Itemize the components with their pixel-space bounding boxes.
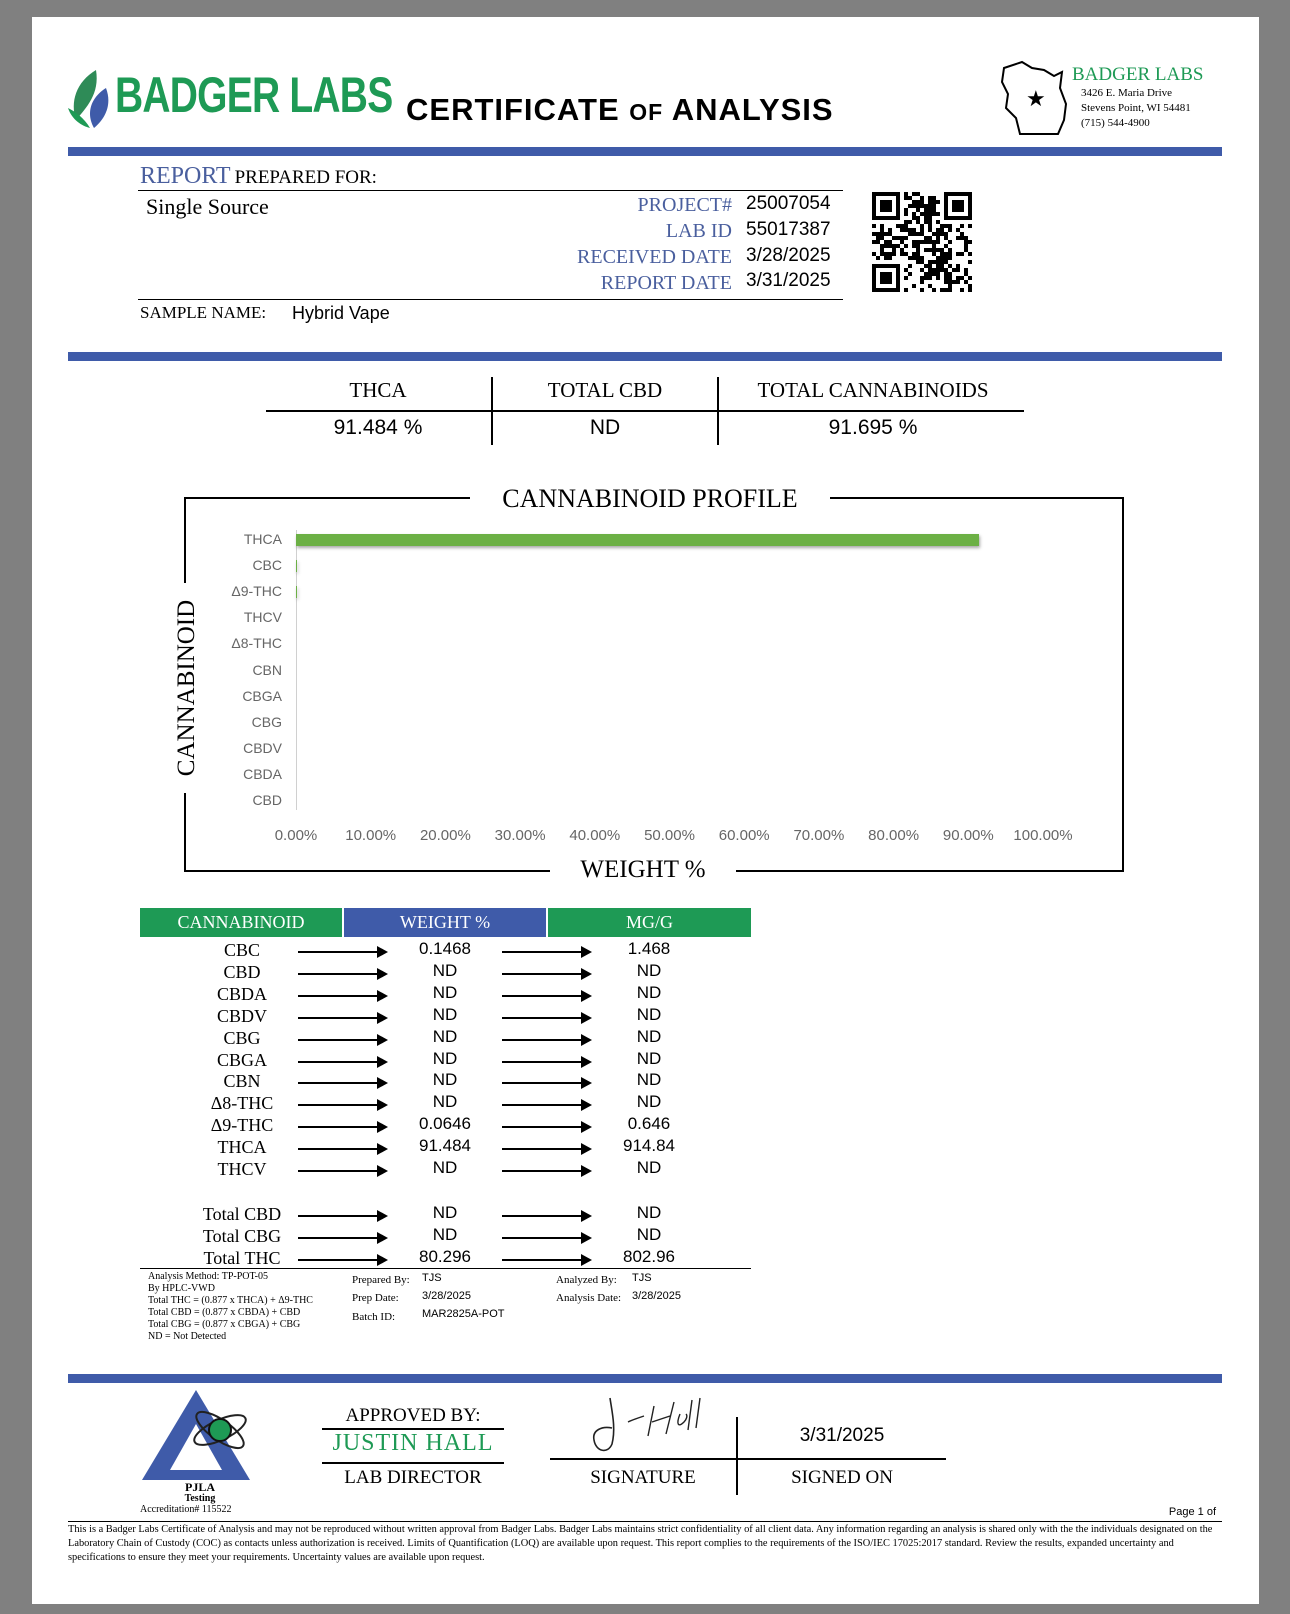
x-tick-label: 100.00% <box>1013 827 1073 844</box>
x-tick-label: 90.00% <box>942 827 994 844</box>
y-tick-label: CBGA <box>242 687 282 704</box>
wisconsin-map-icon <box>998 58 1072 138</box>
lab-phone: (715) 544-4900 <box>1081 117 1150 129</box>
analyzed-by: TJS <box>632 1272 652 1284</box>
row-weight-value: ND <box>432 1070 458 1090</box>
project-label: PROJECT# <box>637 194 732 216</box>
signature-rule <box>550 1458 946 1460</box>
signature-divider <box>736 1417 738 1495</box>
prep-date: 3/28/2025 <box>422 1290 471 1302</box>
row-mg-value: ND <box>636 1203 662 1222</box>
row-weight-value: 91.484 <box>419 1136 471 1156</box>
row-weight-value: 0.0646 <box>419 1114 471 1134</box>
approved-by-rule-bottom <box>322 1462 504 1464</box>
report-prepared-for <box>140 163 377 190</box>
row-arrow-icon <box>502 1104 590 1106</box>
note-line: Total CBD = (0.877 x CBDA) + CBD <box>148 1307 301 1318</box>
row-arrow-icon <box>502 973 590 975</box>
prepared-by: TJS <box>422 1272 442 1284</box>
row-arrow-icon <box>298 1017 386 1019</box>
row-arrow-icon <box>502 1148 590 1150</box>
row-cannabinoid-name: Total CBG <box>202 1225 282 1246</box>
x-tick-label: 40.00% <box>569 827 621 844</box>
row-cannabinoid-name: Δ8-THC <box>210 1093 274 1114</box>
row-weight-value: 80.296 <box>419 1246 471 1266</box>
x-tick-label: 70.00% <box>793 827 845 844</box>
lab-name: BADGER LABS <box>1072 64 1204 85</box>
chart-y-axis-title: CANNABINOID <box>173 599 200 777</box>
client-name: Single Source <box>146 194 269 219</box>
row-arrow-icon <box>298 1215 386 1217</box>
y-tick-label: Δ8-THC <box>231 635 282 652</box>
y-tick-label: CBG <box>251 713 282 730</box>
footer-rule <box>68 1374 1222 1383</box>
batch-id: MAR2825A-POT <box>422 1308 505 1320</box>
row-weight-value: ND <box>432 1048 458 1068</box>
report-rule <box>68 352 1222 361</box>
signed-on-label: SIGNED ON <box>791 1467 893 1488</box>
project-number: 25007054 <box>746 193 831 214</box>
address-line-2: Stevens Point, WI 54481 <box>1081 102 1191 114</box>
y-tick-label: CBDA <box>243 765 282 782</box>
row-arrow-icon <box>298 1237 386 1239</box>
received-date: 3/28/2025 <box>746 245 831 266</box>
chart-x-axis-title: WEIGHT % <box>550 855 736 885</box>
note-line: Total THC = (0.877 x THCA) + Δ9-THC <box>148 1295 313 1306</box>
row-arrow-icon <box>298 1148 386 1150</box>
row-arrow-icon <box>502 1061 590 1063</box>
meta-rule <box>138 299 843 300</box>
sample-name: Hybrid Vape <box>292 303 390 323</box>
x-tick-label: 60.00% <box>718 827 770 844</box>
director-name: JUSTIN HALL <box>332 1430 494 1456</box>
address-line-1: 3426 E. Maria Drive <box>1081 87 1173 99</box>
badger-leaf-logo-icon <box>66 68 110 130</box>
row-arrow-icon <box>298 1126 386 1128</box>
row-arrow-icon <box>502 1039 590 1041</box>
approved-by-label: APPROVED BY: <box>345 1405 481 1426</box>
prepared-by-label: Prepared By: <box>352 1274 410 1286</box>
lab-id: 55017387 <box>746 219 831 240</box>
title-analysis: ANALYSIS <box>671 92 834 127</box>
lab-id-label: LAB ID <box>665 220 732 242</box>
note-line: By HPLC-VWD <box>148 1283 215 1294</box>
row-mg-value: ND <box>636 1070 662 1090</box>
row-arrow-icon <box>298 1082 386 1084</box>
title-certificate: CERTIFICATE <box>406 92 620 127</box>
row-cannabinoid-name: CBDV <box>216 1005 267 1026</box>
row-mg-value: ND <box>636 1004 662 1024</box>
summary-rule <box>266 410 1024 412</box>
handwritten-signature <box>588 1392 718 1458</box>
accreditation-number: Accreditation# 115522 <box>140 1504 232 1515</box>
summary-total-cbd-value: ND <box>589 416 621 439</box>
received-date-label: RECEIVED DATE <box>577 246 732 268</box>
signature-label: SIGNATURE <box>590 1467 696 1488</box>
prepared-for-rule <box>138 190 843 191</box>
summary-thca-label: THCA <box>349 378 407 402</box>
x-tick-label: 0.00% <box>274 827 318 844</box>
y-tick-label: THCA <box>243 531 282 547</box>
row-mg-value: 0.646 <box>627 1114 671 1134</box>
prepared-for-label: PREPARED FOR: <box>234 167 377 188</box>
signed-date: 3/31/2025 <box>799 1425 885 1446</box>
row-weight-value: ND <box>432 1092 458 1112</box>
title-of: OF <box>629 99 664 125</box>
x-tick-label: 20.00% <box>419 827 471 844</box>
row-arrow-icon <box>298 951 386 953</box>
row-arrow-icon <box>502 1259 590 1261</box>
analysis-notes <box>148 1271 313 1343</box>
y-tick-label: CBC <box>252 557 282 574</box>
analysis-date-label: Analysis Date: <box>556 1292 622 1304</box>
summary-total-cbd-label: TOTAL CBD <box>547 378 663 402</box>
document-title <box>406 92 834 128</box>
note-line: Analysis Method: TP-POT-05 <box>148 1271 269 1282</box>
col-header-mg-g: MG/G <box>548 908 751 937</box>
row-arrow-icon <box>502 1215 590 1217</box>
x-tick-label: 50.00% <box>644 827 695 844</box>
row-cannabinoid-name: Total THC <box>203 1247 281 1268</box>
row-weight-value: ND <box>432 1203 458 1222</box>
row-cannabinoid-name: THCV <box>217 1159 267 1179</box>
chart-bar <box>296 586 297 598</box>
row-arrow-icon <box>298 1170 386 1172</box>
row-cannabinoid-name: CBN <box>223 1071 261 1092</box>
row-mg-value: 1.468 <box>627 939 671 958</box>
row-mg-value: ND <box>636 1158 662 1177</box>
y-tick-label: CBDV <box>243 739 282 756</box>
row-arrow-icon <box>502 1170 590 1172</box>
pjla-accreditation-logo-icon <box>142 1388 258 1480</box>
row-mg-value: ND <box>636 982 662 1002</box>
chart-bar <box>296 534 979 546</box>
pjla-testing-label: Testing <box>184 1493 216 1504</box>
summary-total-cannabinoids-label: TOTAL CANNABINOIDS <box>757 378 989 402</box>
report-date-label: REPORT DATE <box>600 272 732 294</box>
x-tick-label: 10.00% <box>345 827 397 844</box>
row-arrow-icon <box>502 1017 590 1019</box>
row-cannabinoid-name: Δ9-THC <box>210 1115 274 1136</box>
row-weight-value: ND <box>432 1158 458 1177</box>
brand-wordmark: BADGER LABS <box>115 67 393 123</box>
row-weight-value: 0.1468 <box>419 939 471 958</box>
note-line: Total CBG = (0.877 x CBGA) + CBG <box>148 1319 301 1330</box>
row-cannabinoid-name: Total CBD <box>202 1204 282 1224</box>
col-header-cannabinoid: CANNABINOID <box>140 908 342 937</box>
lab-address <box>1081 86 1191 131</box>
disclaimer-text: This is a Badger Labs Certificate of Analysis and may not be reproduced without written approval from Badger Labs. Badger Labs maintains strict confidentiality of all client data. Any information regarding an analysis is shared only with the the individuals designated on the Laboratory Chain of Custody (COC) as contacts unless authorization is received. Limits of Quantification (LOQ) are available upon request. This report complies to the requirements of the ISO/IEC 17025:2017 standard. Review the results, expanded uncertainty and specifications to ensure they meet your requirements. Uncertainty values are available upon request. <box>68 1524 1213 1563</box>
row-mg-value: ND <box>636 1092 662 1112</box>
row-mg-value: 802.96 <box>623 1246 675 1266</box>
batch-id-label: Batch ID: <box>352 1311 396 1323</box>
row-cannabinoid-name: CBDA <box>216 983 267 1004</box>
row-arrow-icon <box>298 1039 386 1041</box>
row-arrow-icon <box>502 1126 590 1128</box>
qr-code-icon <box>872 192 978 298</box>
row-arrow-icon <box>298 1104 386 1106</box>
row-weight-value: ND <box>432 1004 458 1024</box>
svg-text:★: ★ <box>1026 87 1046 112</box>
row-arrow-icon <box>502 995 590 997</box>
analyzed-by-label: Analyzed By: <box>556 1274 617 1286</box>
row-cannabinoid-name: THCA <box>217 1137 267 1158</box>
row-arrow-icon <box>298 1259 386 1261</box>
row-mg-value: ND <box>636 1048 662 1068</box>
row-mg-value: ND <box>636 960 662 980</box>
summary-total-cannabinoids-value: 91.695 % <box>828 416 918 439</box>
row-mg-value: ND <box>636 1224 662 1244</box>
header-rule <box>68 147 1222 156</box>
page-number: Page 1 of <box>1168 1506 1216 1518</box>
row-arrow-icon <box>502 951 590 953</box>
x-tick-label: 80.00% <box>868 827 920 844</box>
row-mg-value: 914.84 <box>623 1136 675 1156</box>
row-weight-value: ND <box>432 1224 458 1244</box>
pjla-label: PJLA <box>185 1480 215 1494</box>
row-weight-value: ND <box>432 1026 458 1046</box>
row-arrow-icon <box>298 1061 386 1063</box>
row-cannabinoid-name: CBG <box>223 1027 261 1048</box>
row-weight-value: ND <box>432 982 458 1002</box>
row-arrow-icon <box>502 1237 590 1239</box>
analysis-date: 3/28/2025 <box>632 1290 681 1302</box>
y-tick-label: CBD <box>252 792 282 808</box>
note-line: ND = Not Detected <box>148 1331 227 1342</box>
table-bottom-rule <box>140 1268 751 1269</box>
row-arrow-icon <box>502 1082 590 1084</box>
row-cannabinoid-name: CBD <box>223 961 261 982</box>
y-tick-label: Δ9-THC <box>231 583 282 600</box>
col-header-weight: WEIGHT % <box>344 908 546 937</box>
report-word: REPORT <box>140 163 231 189</box>
row-cannabinoid-name: CBC <box>223 940 261 960</box>
chart-title: CANNABINOID PROFILE <box>470 484 830 514</box>
row-arrow-icon <box>298 995 386 997</box>
x-tick-label: 30.00% <box>494 827 546 844</box>
sample-name-label: SAMPLE NAME: <box>140 303 267 322</box>
disclaimer-rule <box>68 1521 1222 1522</box>
report-date: 3/31/2025 <box>746 270 831 291</box>
row-cannabinoid-name: CBGA <box>216 1049 267 1070</box>
row-mg-value: ND <box>636 1026 662 1046</box>
chart-frame <box>184 497 1124 872</box>
row-weight-value: ND <box>432 960 458 980</box>
chart-bar <box>296 560 297 572</box>
summary-thca-value: 91.484 % <box>333 416 423 439</box>
row-arrow-icon <box>298 973 386 975</box>
y-tick-label: CBN <box>252 661 282 678</box>
prep-date-label: Prep Date: <box>352 1292 399 1304</box>
y-tick-label: THCV <box>243 609 282 626</box>
director-title: LAB DIRECTOR <box>344 1467 482 1488</box>
